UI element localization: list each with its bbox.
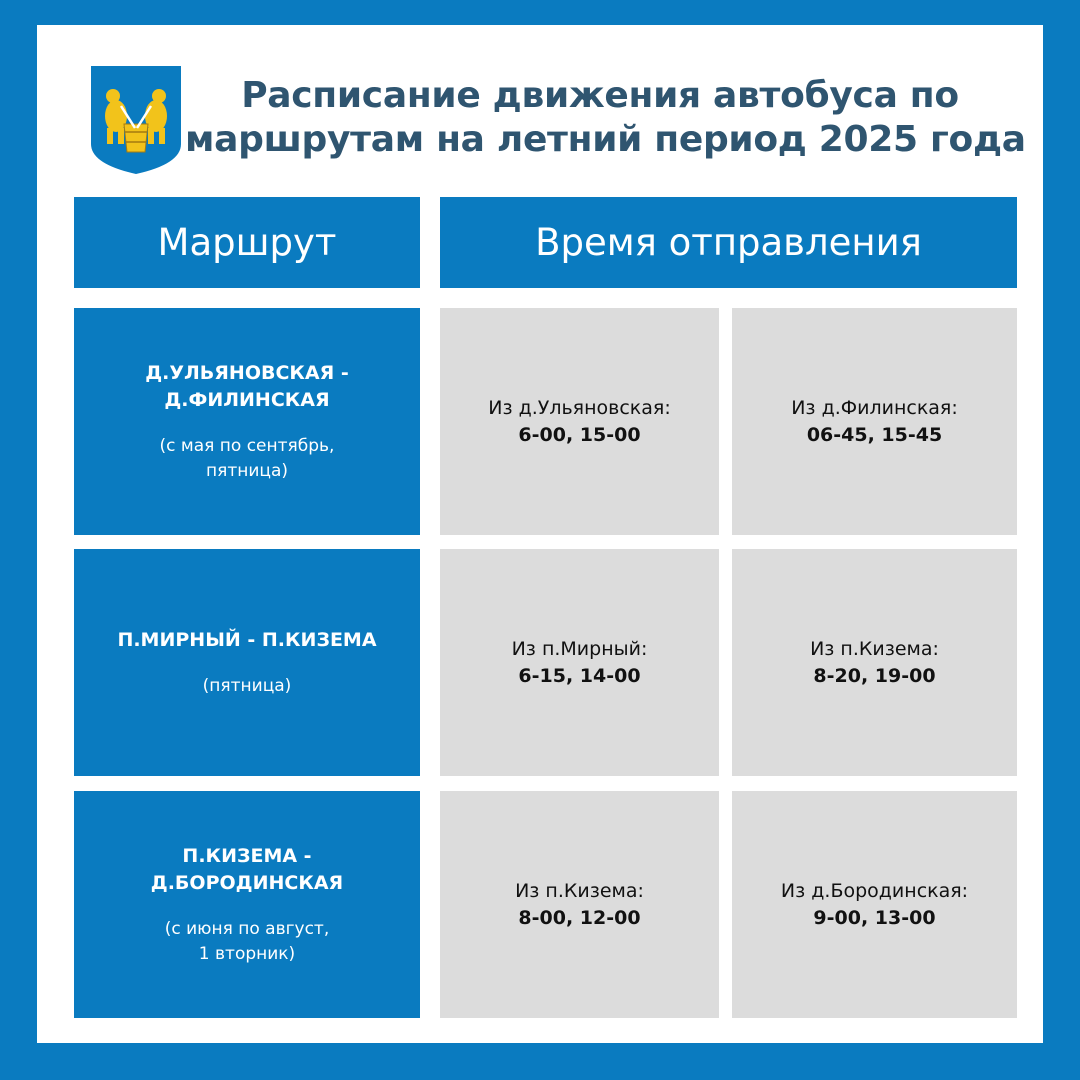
departure-times: 8-00, 12-00 [518, 906, 641, 929]
route-cell [74, 791, 420, 1018]
route-cell [74, 549, 420, 776]
route-schedule-note: (с июня по август, 1 вторник) [164, 918, 330, 964]
route-column-header: Маршрут [74, 197, 420, 288]
route-schedule-note: (с мая по сентябрь, пятница) [159, 435, 335, 481]
coat-of-arms-icon [91, 66, 181, 174]
departure-times: 8-20, 19-00 [813, 664, 936, 687]
departure-cell [732, 791, 1017, 1018]
departure-times: 6-15, 14-00 [518, 664, 641, 687]
departure-column-header: Время отправления [440, 197, 1017, 288]
departure-cell [732, 549, 1017, 776]
departure-times: 06-45, 15-45 [806, 423, 943, 446]
departure-origin: Из п.Кизема: [810, 637, 939, 660]
departure-cell [440, 549, 719, 776]
departure-cell [440, 791, 719, 1018]
departure-origin: Из д.Бородинская: [780, 879, 969, 902]
title-line-1: Расписание движения автобуса по [241, 75, 959, 116]
route-name: П.МИРНЫЙ - П.КИЗЕМА [117, 628, 377, 651]
departure-origin: Из п.Мирный: [511, 637, 648, 660]
departure-times: 6-00, 15-00 [518, 423, 641, 446]
departure-cell [732, 308, 1017, 535]
departure-times: 9-00, 13-00 [813, 906, 936, 929]
departure-cell [440, 308, 719, 535]
route-name: Д.УЛЬЯНОВСКАЯ - Д.ФИЛИНСКАЯ [145, 361, 349, 411]
departure-origin: Из д.Филинская: [791, 396, 958, 419]
title-line-2: маршрутам на летний период 2025 года [185, 119, 1026, 160]
departure-origin: Из п.Кизема: [515, 879, 644, 902]
route-schedule-note: (пятница) [202, 675, 292, 696]
route-name: П.КИЗЕМА - Д.БОРОДИНСКАЯ [150, 844, 344, 894]
route-cell [74, 308, 420, 535]
departure-origin: Из д.Ульяновская: [488, 396, 671, 419]
page-title [185, 74, 1026, 162]
